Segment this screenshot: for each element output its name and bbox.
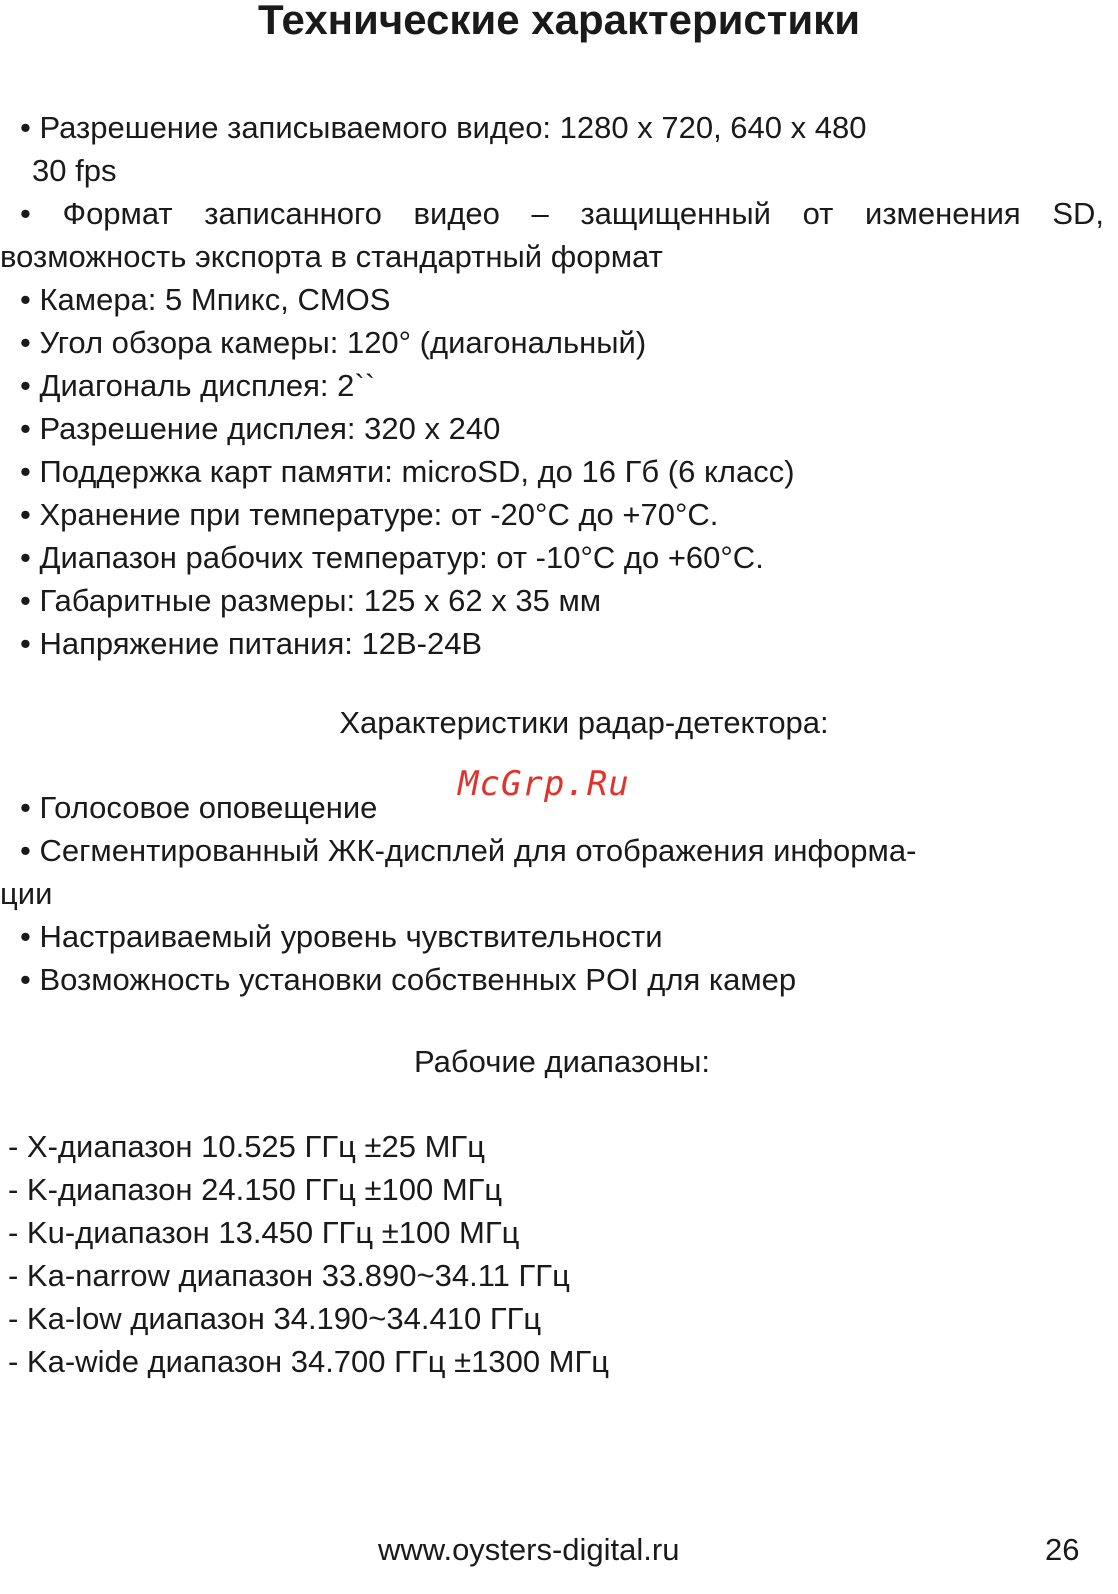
page-title: Технические характеристики [257, 0, 861, 43]
band-item-ka-narrow: - Ka-narrow диапазон 33.890~34.11 ГГц [8, 1258, 570, 1293]
radar-heading: Характеристики радар-детектора: [339, 705, 829, 740]
spec-item-voltage: • Напряжение питания: 12В-24В [20, 626, 483, 661]
spec-item-memory-card: • Поддержка карт памяти: microSD, до 16 Гб (6 класс) [20, 454, 795, 489]
spec-item-storage-temperature: • Хранение при температуре: от -20°С до +70°С. [20, 497, 719, 532]
bands-list [0, 1125, 1118, 1383]
spec-item-operating-temperature: • Диапазон рабочих температур: от -10°С до +60°С. [20, 540, 764, 575]
spec-item-view-angle: • Угол обзора камеры: 120° (диагональный) [20, 325, 647, 360]
page-number: 26 [1045, 1532, 1080, 1567]
specs-list [0, 106, 1118, 665]
spec-item-dimensions: • Габаритные размеры: 125 x 62 x 35 мм [20, 583, 602, 618]
radar-item-sensitivity: • Настраиваемый уровень чувствительности [20, 919, 663, 954]
bands-heading: Рабочие диапазоны: [414, 1044, 710, 1079]
band-item-ka-wide: - Ka-wide диапазон 34.700 ГГц ±1300 МГц [8, 1344, 610, 1379]
watermark: McGrp.Ru [458, 764, 630, 804]
band-item-x: - X-диапазон 10.525 ГГц ±25 МГц [8, 1129, 485, 1164]
spec-item-display-resolution: • Разрешение дисплея: 320 x 240 [20, 411, 501, 446]
radar-item-lcd-cont: ции [0, 876, 53, 911]
spec-item-video-resolution: • Разрешение записываемого видео: 1280 x 720, 640 x 480 [20, 110, 867, 145]
radar-item-lcd: • Сегментированный ЖК-дисплей для отображения информа- [20, 833, 917, 868]
spec-item-video-format: • Формат записанного видео – защищенный от изменения SD, [20, 196, 1104, 231]
spec-item-display-diagonal: • Диагональ дисплея: 2`` [20, 368, 376, 403]
spec-item-video-resolution-cont: 30 fps [32, 153, 117, 188]
band-item-k: - K-диапазон 24.150 ГГц ±100 МГц [8, 1172, 503, 1207]
band-item-ku: - Ku-диапазон 13.450 ГГц ±100 МГц [8, 1215, 520, 1250]
band-item-ka-low: - Ka-low диапазон 34.190~34.410 ГГц [8, 1301, 542, 1336]
spec-item-video-format-cont: возможность экспорта в стандартный формат [0, 239, 663, 274]
radar-list [0, 786, 1118, 1001]
radar-item-poi: • Возможность установки собственных POI для камер [20, 962, 797, 997]
footer-url: www.oysters-digital.ru [378, 1532, 680, 1567]
spec-item-camera: • Камера: 5 Мпикс, CMOS [20, 282, 391, 317]
radar-item-voice: • Голосовое оповещение [20, 790, 378, 825]
